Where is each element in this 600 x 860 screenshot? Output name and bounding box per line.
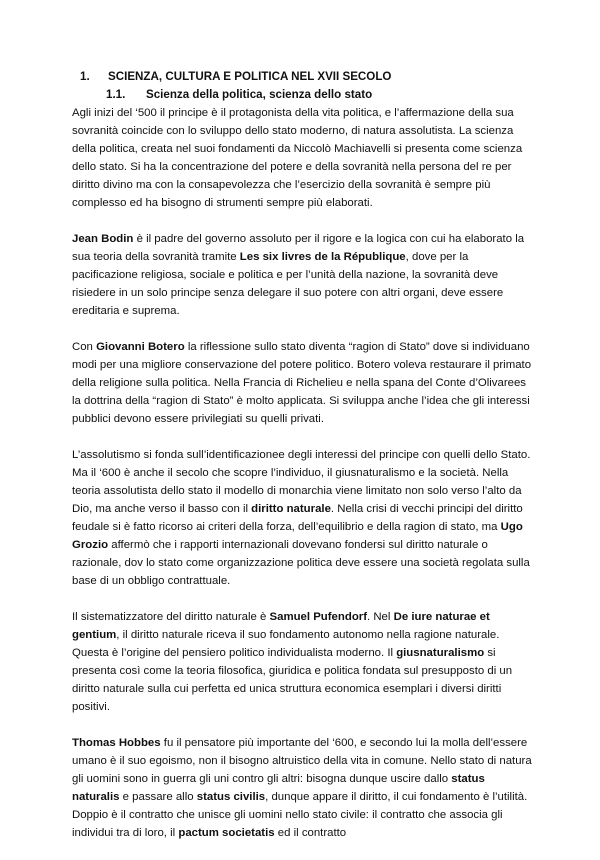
text-run: la riflessione sullo stato diventa “ragion di Stato” dove si individuano modi per una migliore conservazione del potere politico. Botero voleva restaurare il primato della religione sulla politica. Nella Francia di Richelieu e nella spana del Conte d’Olivarees la dottrina della “ragion di Stato” è molto applicata. Si sviluppa anche l’idea che gli interessi pubblici devono essere privilegiati su quelli privati. xyxy=(72,341,532,425)
text-run: affermò che i rapporti internazionali dovevano fondersi sul diritto naturale o razionale, dov lo stato come organizzazione politica deve essere una società regolata sulla base di un obbligo contrattuale. xyxy=(72,539,530,587)
text-run: si presenta così come la teoria filosofica, giuridica e politica fondata sul presupposto di un diritto naturale sulla cui perfetta ed unica struttura economica esemplari i diversi diritti positivi. xyxy=(72,647,513,713)
paragraph xyxy=(72,446,534,590)
text-run: . Nel xyxy=(367,611,394,623)
text-run: fu il pensatore più importante del ‘600, e secondo lui la molla dell’essere umano è il suo egoismo, non il bisogno altruistico della vita in comune. Nello stato di natura gli uomini sono in guerra gli uni contro gli altri: bisogna dunque uscire dallo xyxy=(72,737,532,785)
paragraph xyxy=(72,104,534,212)
document-content xyxy=(72,68,534,860)
bold-text: Samuel Pufendorf xyxy=(269,611,367,623)
bold-text: Les six livres de la République xyxy=(239,251,406,263)
subsection-title: Scienza della politica, scienza dello stato xyxy=(146,88,373,101)
section-number: 1. xyxy=(80,70,90,83)
text-run: Il sistematizzatore del diritto naturale è xyxy=(72,611,270,623)
bold-text: status civilis xyxy=(196,791,266,803)
paragraph xyxy=(72,608,534,716)
text-run: , dove per la pacificazione religiosa, sociale e politica e per l’unità della nazione, la sovranità deve risiedere in un solo principe senza delegare il suo potere con altri organi, deve essere ereditaria e suprema. xyxy=(72,251,504,317)
subsection-number: 1.1. xyxy=(106,88,126,101)
text-run: è il padre del governo assoluto per il rigore e la logica con cui ha elaborato la sua teoria della sovranità tramite xyxy=(72,233,525,263)
section-title: SCIENZA, CULTURA E POLITICA NEL XVII SECOLO xyxy=(108,70,392,83)
text-run: , dunque appare il diritto, il cui fondamento è l’utilità. Doppio è il contratto che unisce gli uomini nello stato civile: il contratto che associa gli individui tra di loro, il xyxy=(72,791,528,839)
bold-text: Thomas Hobbes xyxy=(72,737,161,749)
text-run: , il diritto naturale riceva il suo fondamento autonomo nella ragione naturale. Questa è l’origine del pensiero politico individualista moderno. Il xyxy=(72,629,500,659)
bold-text: giusnaturalismo xyxy=(396,647,485,659)
bold-text: pactum societatis xyxy=(178,827,275,839)
text-run: Agli inizi del ‘500 il principe è il protagonista della vita politica, e l’affermazione della sua sovranità coincide con lo sviluppo dello stato moderno, di natura assolutista. La scienza della politica, creata nel suoi fondamenti da Niccolò Machiavelli si presenta come scienza dello stato. Si ha la concentrazione del potere e della sovranità nella persona del re per diritto divino ma con la consapevolezza che l’esercizio della sovranità è sempre più complesso ed ha bisogno di strumenti sempre più elaborati. xyxy=(72,107,523,209)
text-run: . Nella crisi di vecchi principi del diritto feudale si è fatto ricorso ai criteri della forza, dell’equilibrio e della ragion di stato, ma xyxy=(72,503,523,533)
text-run: e passare allo xyxy=(119,791,197,803)
bold-text: diritto naturale xyxy=(251,503,331,515)
text-run: Con xyxy=(72,341,97,353)
paragraph xyxy=(72,338,534,428)
subsection-heading xyxy=(72,86,534,104)
paragraph xyxy=(72,230,534,320)
paragraph xyxy=(72,734,534,842)
body-text xyxy=(72,104,534,842)
section-heading xyxy=(72,68,534,86)
bold-text: Giovanni Botero xyxy=(96,341,185,353)
text-run: ed il contratto xyxy=(274,827,347,839)
bold-text: Ugo Grozio xyxy=(72,521,523,551)
text-run: L’assolutismo si fonda sull’identificazionee degli interessi del principe con quelli dello Stato. Ma il ‘600 è anche il secolo che scopre l’individuo, il giusnaturalismo e la società. Nella teoria assolutista dello stato il modello di monarchia viene limitato non solo verso l’alto da Dio, ma anche verso il basso con il xyxy=(72,449,531,515)
bold-text: status naturalis xyxy=(72,773,485,803)
bold-text: De iure naturae et gentium xyxy=(72,611,490,641)
bold-text: Jean Bodin xyxy=(72,233,134,245)
